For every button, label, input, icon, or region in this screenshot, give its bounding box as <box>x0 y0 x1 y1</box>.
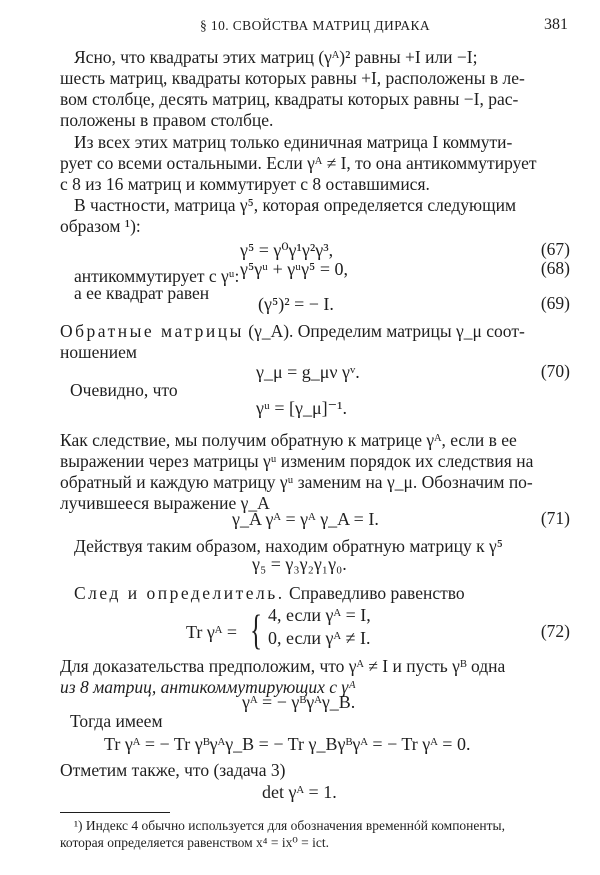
footnote-rule <box>60 812 170 813</box>
trace-line <box>74 583 465 603</box>
para2-line3: с 8 из 16 матриц и коммутирует с 8 оставшимися. <box>60 174 430 194</box>
equation-number-72: (72) <box>540 621 570 641</box>
equation-trace: Tr γᴬ = − Tr γᴮγᴬγ_B = − Tr γ_Bγᴮγᴬ = − Tr γᴬ = 0. <box>104 734 471 754</box>
trace-heading: След и определитель. <box>74 583 285 603</box>
equation-number-70: (70) <box>540 361 570 381</box>
para4-line3: обратный и каждую матрицу γᵘ заменим на γ_μ. Обозначим по- <box>60 472 533 492</box>
equation-71: γ_A γᴬ = γᴬ γ_A = I. <box>232 509 379 529</box>
text-obviously: Очевидно, что <box>70 380 178 400</box>
equation-70: γ_μ = g_μν γᵛ. <box>256 362 360 382</box>
para1-line1: Ясно, что квадраты этих матриц (γᴬ)² равны +I или −I; <box>74 47 478 67</box>
text-anticommutes: антикоммутирует с γᵘ: <box>74 266 240 286</box>
equation-number-67: (67) <box>540 239 570 259</box>
equation-anticommute: γᴬ = − γᴮγᴬγ_B. <box>242 692 356 712</box>
equation-number-69: (69) <box>540 293 570 313</box>
para1-line4: положены в правом столбце. <box>60 110 274 130</box>
page-header <box>0 16 600 38</box>
footnote-line1: ¹) Индекс 4 обычно используется для обозначения временнóй компоненты, <box>74 818 505 833</box>
equation-gamma5: γ₅ = γ₃γ₂γ₁γ₀. <box>252 554 347 574</box>
equation-72-case2: 0, если γᴬ ≠ I. <box>268 628 371 648</box>
equation-72-lhs: Tr γᴬ = <box>186 622 238 642</box>
running-title: § 10. СВОЙСТВА МАТРИЦ ДИРАКА <box>200 18 431 33</box>
brace-symbol: { <box>250 608 263 654</box>
para6-line1: Для доказательства предположим, что γᴬ ≠ I и пусть γᴮ одна <box>60 656 506 676</box>
para3-line2: образом ¹): <box>60 216 141 236</box>
para2-line2: рует со всеми остальными. Если γᴬ ≠ I, то она антикоммутирует <box>60 153 537 173</box>
para4-line1: Как следствие, мы получим обратную к матрице γᴬ, если в ее <box>60 430 517 450</box>
inverse-line1 <box>60 321 525 341</box>
text-note: Отметим также, что (задача 3) <box>60 760 286 780</box>
para1-line3: вом столбце, десять матриц, квадраты которых равны −I, рас- <box>60 89 519 109</box>
inverse-rest: (γ_A). Определим матрицы γ_μ соот- <box>243 321 525 341</box>
para1-line2: шесть матриц, квадраты которых равны +I, расположены в ле- <box>60 68 525 88</box>
inverse-heading: Обратные матрицы <box>60 321 244 341</box>
page-number: 381 <box>544 16 568 33</box>
equation-inverse: γᵘ = [γ_μ]⁻¹. <box>256 398 347 418</box>
para4-line4: лучившееся выражение γ_A <box>60 493 270 513</box>
text-then: Тогда имеем <box>70 711 163 731</box>
text-square: а ее квадрат равен <box>74 283 210 303</box>
para3-line1: В частности, матрица γ⁵, которая определяется следующим <box>74 195 517 215</box>
footnote-line2: которая определяется равенством x⁴ = ix⁰ = ict. <box>60 835 330 850</box>
equation-67: γ⁵ = γ⁰γ¹γ²γ³, <box>240 240 334 260</box>
para6-line2: из 8 матриц, антикоммутирующих с γᴬ <box>60 677 356 697</box>
para4-line2: выражении через матрицы γᵘ изменим порядок их следствия на <box>60 451 534 471</box>
equation-number-68: (68) <box>540 258 570 278</box>
inverse-line2: ношением <box>60 342 137 362</box>
equation-number-71: (71) <box>540 508 570 528</box>
para5: Действуя таким образом, находим обратную матрицу к γ⁵ <box>74 536 503 556</box>
equation-69: (γ⁵)² = − I. <box>258 294 334 314</box>
equation-72-case1: 4, если γᴬ = I, <box>268 605 371 625</box>
trace-rest: Справедливо равенство <box>284 583 465 603</box>
para2-line1: Из всех этих матриц только единичная матрица I коммути- <box>74 132 513 152</box>
equation-68-formula: γ⁵γᵘ + γᵘγ⁵ = 0, <box>240 259 348 279</box>
equation-det: det γᴬ = 1. <box>262 782 337 802</box>
